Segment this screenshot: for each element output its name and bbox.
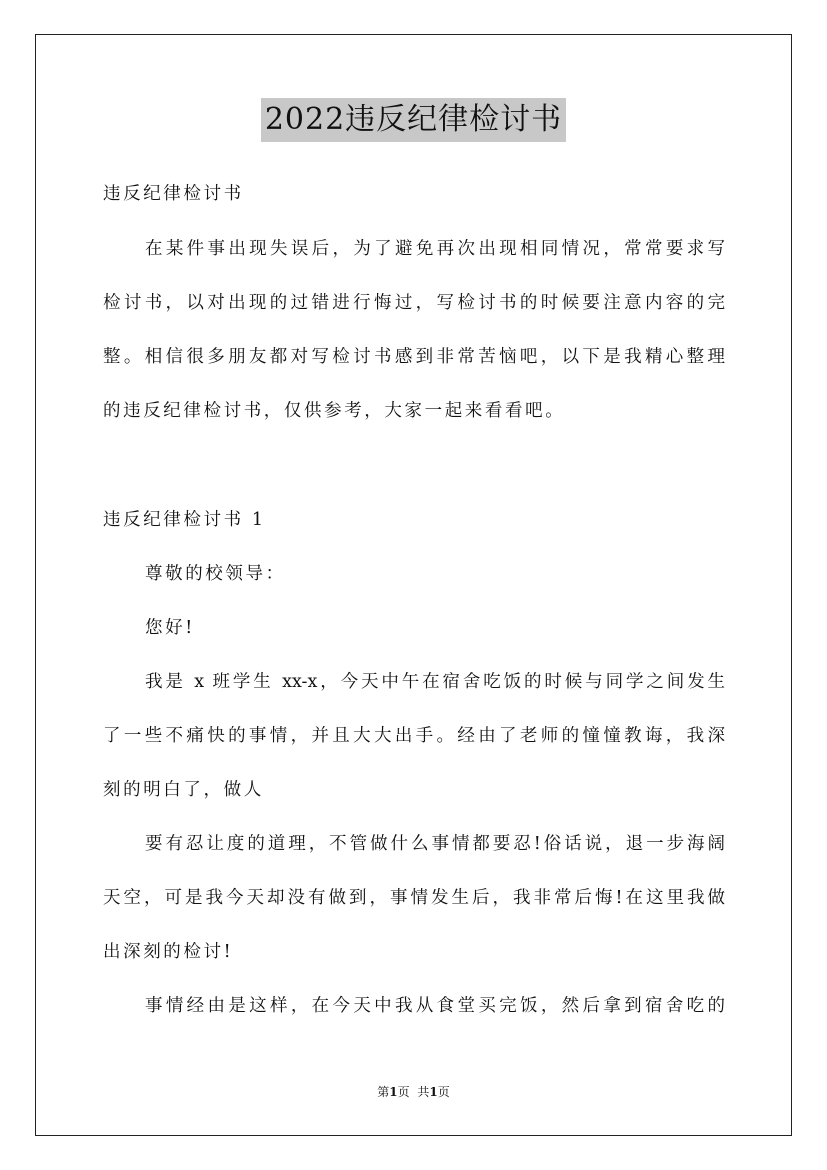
- page-footer: [0, 1083, 827, 1101]
- paragraph-line: 出深刻的检讨!: [103, 942, 234, 962]
- page-suffix: 页: [397, 1085, 410, 1099]
- title-container: [0, 98, 827, 142]
- greeting: 您好!: [145, 618, 195, 638]
- paragraph-line: 要有忍让度的道理，不管做什么事情都要忍!俗话说，退一步海阔: [145, 834, 725, 854]
- total-pages: 1: [429, 1085, 438, 1099]
- page-prefix: 第: [377, 1085, 390, 1099]
- page-number: 1: [389, 1085, 398, 1099]
- total-prefix: 共: [417, 1085, 430, 1099]
- section-heading: 违反纪律检讨书 1: [103, 510, 266, 530]
- salutation: 尊敬的校领导：: [145, 564, 286, 584]
- document-title: 2022违反纪律检讨书: [261, 98, 566, 142]
- paragraph-line: 我是 x 班学生 xx-x，今天中午在宿舍吃饭的时候与同学之间发生: [145, 672, 725, 692]
- paragraph-line: 天空，可是我今天却没有做到，事情发生后，我非常后悔!在这里我做: [103, 888, 725, 908]
- paragraph-line: 事情经由是这样，在今天中我从食堂买完饭，然后拿到宿舍吃的: [145, 996, 725, 1016]
- paragraph-line: 的违反纪律检讨书，仅供参考，大家一起来看看吧。: [103, 401, 566, 421]
- paragraph-line: 刻的明白了，做人: [103, 780, 264, 800]
- paragraph-line: 检讨书，以对出现的过错进行悔过，写检讨书的时候要注意内容的完: [103, 293, 725, 313]
- paragraph-line: 整。相信很多朋友都对写检讨书感到非常苦恼吧，以下是我精心整理: [103, 347, 725, 367]
- total-suffix: 页: [437, 1085, 450, 1099]
- paragraph-line: 在某件事出现失误后，为了避免再次出现相同情况，常常要求写: [145, 239, 725, 259]
- section-heading: 违反纪律检讨书: [103, 184, 244, 204]
- paragraph-line: 了一些不痛快的事情，并且大大出手。经由了老师的憧憧教诲，我深: [103, 726, 725, 746]
